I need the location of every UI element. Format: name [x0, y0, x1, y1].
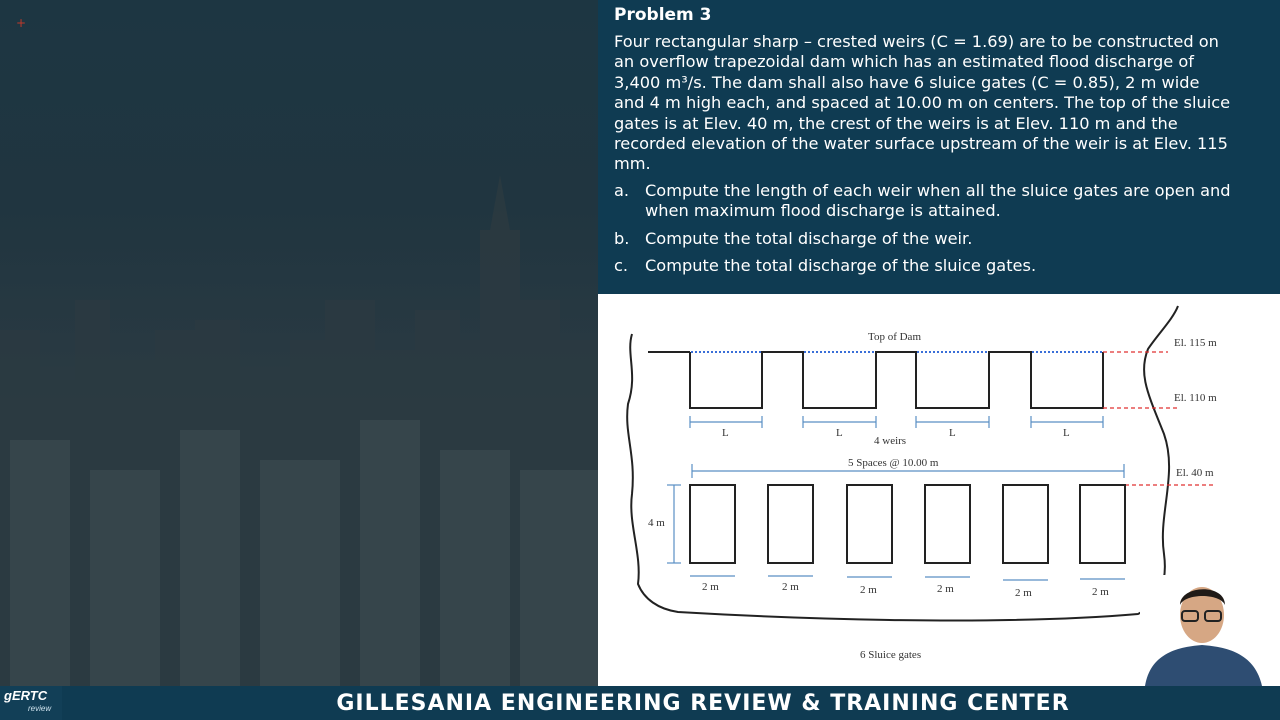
- logo: [0, 686, 62, 720]
- problem-panel: [598, 0, 1280, 294]
- gate-width-label: 2 m: [782, 581, 799, 593]
- weirs-count-label: 4 weirs: [874, 435, 907, 447]
- question-list: [614, 181, 1234, 284]
- gate-width-dimensions: [690, 576, 1125, 580]
- sluice-gates: [690, 485, 1125, 563]
- height-dimension: [667, 485, 681, 563]
- question-letter: c.: [614, 256, 629, 276]
- city-skyline: [0, 0, 598, 686]
- question-text: Compute the length of each weir when all the sluice gates are open and when maximum flood discharge is attained.: [645, 181, 1231, 221]
- spacing-label: 5 Spaces @ 10.00 m: [848, 457, 939, 469]
- top-of-dam-label: Top of Dam: [868, 331, 921, 343]
- sluice-gates-label: 6 Sluice gates: [860, 649, 922, 661]
- el-110-label: El. 110 m: [1174, 392, 1217, 404]
- footer-title: GILLESANIA ENGINEERING REVIEW & TRAINING CENTER: [336, 691, 1070, 716]
- question-item-a: [614, 181, 1234, 222]
- weir-group: [690, 352, 1103, 408]
- problem-title: Problem 3: [614, 5, 712, 25]
- presenter-webcam: [1140, 575, 1265, 686]
- question-item-c: [614, 256, 1234, 276]
- footer-bar: [0, 686, 1280, 720]
- gate-width-label: 2 m: [937, 583, 954, 595]
- gate-width-label: 2 m: [1092, 586, 1109, 598]
- gate-width-label: 2 m: [860, 584, 877, 596]
- background-city-image: [0, 0, 598, 686]
- weir-length-label: L: [1063, 427, 1070, 439]
- el-40-label: El. 40 m: [1176, 467, 1214, 479]
- question-text: Compute the total discharge of the sluice gates.: [645, 256, 1037, 276]
- weir-length-label: L: [949, 427, 956, 439]
- question-letter: a.: [614, 181, 630, 200]
- gate-height-label: 4 m: [648, 517, 665, 529]
- question-item-b: [614, 229, 1234, 249]
- gate-width-label: 2 m: [702, 581, 719, 593]
- weir-length-label: L: [836, 427, 843, 439]
- gate-width-label: 2 m: [1015, 587, 1032, 599]
- logo-main-text: gERTC: [4, 688, 48, 703]
- pointer-cursor-icon: +: [16, 16, 27, 30]
- weir-dimensions: [690, 416, 1103, 428]
- weir-length-label: L: [722, 427, 729, 439]
- question-text: Compute the total discharge of the weir.: [645, 228, 973, 248]
- question-letter: b.: [614, 228, 630, 248]
- el-115-label: El. 115 m: [1174, 337, 1217, 349]
- problem-statement: Four rectangular sharp – crested weirs (C = 1.69) are to be constructed on an overflow trapezoidal dam which has an estimated flood discharge of 3,400 m³/s. The dam shall also have 6 sluice gates (C = 0.85), 2 m wide and 4 m high each, and spaced at 10.00 m on centers. The top of the sluice gates is at Elev. 40 m, the crest of the weirs is at Elev. 110 m and the recorded elevation of the water surface upstream of the weir is at Elev. 115 mm.: [614, 32, 1231, 174]
- logo-sub-text: review: [28, 704, 52, 713]
- presenter-figure: [1140, 575, 1265, 686]
